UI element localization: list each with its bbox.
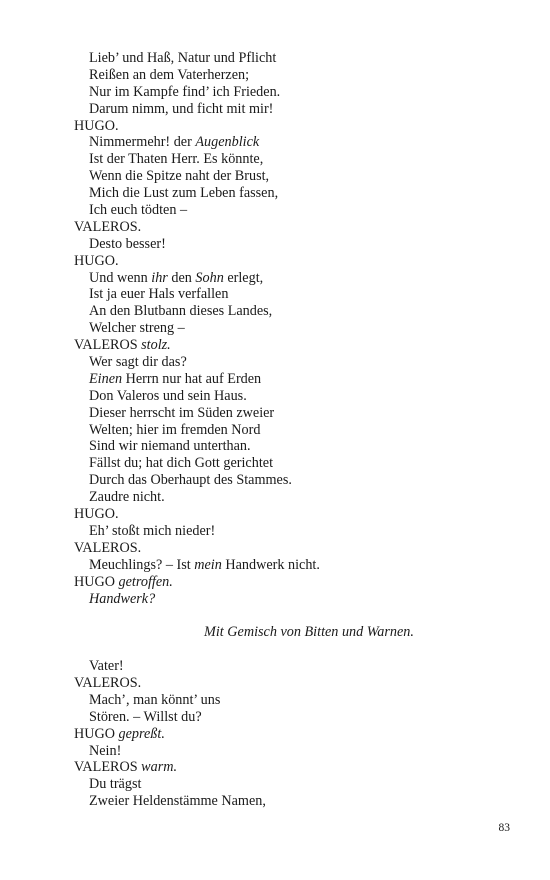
italic-text: getroffen. (118, 573, 173, 590)
verse-line (74, 371, 514, 388)
text-run: Nein! (89, 742, 122, 759)
text-run: VALEROS. (74, 539, 142, 556)
verse-line (74, 202, 514, 219)
text-run: Wer sagt dir das? (89, 354, 187, 371)
text-run: VALEROS. (74, 674, 142, 691)
text-run: Ist der Thaten Herr. Es könnte, (89, 151, 264, 168)
verse-line (74, 591, 514, 608)
speaker-name (74, 118, 514, 135)
text-run: Sind wir niemand unterthan. (89, 438, 251, 455)
speaker-name (74, 675, 514, 692)
verse-line (74, 523, 514, 540)
speaker-name (74, 253, 514, 270)
italic-text: Sohn (195, 269, 224, 286)
verse-line (74, 489, 514, 506)
verse-line (74, 270, 514, 287)
verse-line (74, 320, 514, 337)
italic-text: gepreßt. (118, 725, 165, 742)
text-run: Stören. – Willst du? (89, 708, 202, 725)
text-run: Reißen an dem Vaterherzen; (89, 66, 250, 83)
verse-line (74, 776, 514, 793)
text-run: Zaudre nicht. (89, 489, 165, 506)
verse-line (74, 236, 514, 253)
text-run: Vater! (89, 658, 124, 675)
text-run: VALEROS. (74, 218, 142, 235)
blank-line (74, 641, 514, 658)
text-run: HUGO. (74, 252, 119, 269)
verse-line (74, 168, 514, 185)
verse-line (74, 422, 514, 439)
text-run: Darum nimm, und ficht mit mir! (89, 100, 274, 117)
text-run: HUGO. (74, 117, 119, 134)
verse-line (74, 557, 514, 574)
text-run: Nimmermehr! der (89, 134, 196, 151)
verse-line (74, 472, 514, 489)
italic-text: Mit Gemisch von Bitten und Warnen. (204, 624, 414, 641)
italic-text: Augenblick (195, 134, 260, 151)
verse-line (74, 743, 514, 760)
speaker-name (74, 759, 514, 776)
verse-line (74, 354, 514, 371)
stage-direction (74, 624, 514, 641)
speaker-name (74, 219, 514, 236)
verse-line (74, 658, 514, 675)
text-run: erlegt, (223, 269, 264, 286)
verse-line (74, 84, 514, 101)
play-text (74, 50, 514, 810)
verse-line (74, 101, 514, 118)
text-run: VALEROS (74, 759, 142, 776)
italic-text: Einen (89, 370, 123, 387)
verse-line (74, 303, 514, 320)
italic-text: Handwerk? (89, 590, 156, 607)
verse-line (74, 286, 514, 303)
italic-text: warm. (141, 759, 178, 776)
text-run: Mich die Lust zum Leben fassen, (89, 185, 279, 202)
text-run: HUGO (74, 725, 119, 742)
text-run: VALEROS (74, 337, 142, 354)
text-run: Welten; hier im fremden Nord (89, 421, 261, 438)
text-run: Lieb’ und Haß, Natur und Pflicht (89, 50, 277, 66)
text-run: Ich euch tödten – (89, 202, 188, 219)
italic-text: stolz. (141, 337, 171, 354)
speaker-name (74, 574, 514, 591)
text-run: Nur im Kampfe find’ ich Frieden. (89, 83, 281, 100)
text-run: Zweier Heldenstämme Namen, (89, 793, 266, 810)
text-run: Dieser herrscht im Süden zweier (89, 404, 275, 421)
verse-line (74, 151, 514, 168)
italic-text: ihr (151, 269, 168, 286)
text-run: Und wenn (89, 269, 152, 286)
verse-line (74, 134, 514, 151)
text-run: Handwerk nicht. (221, 556, 320, 573)
text-run: Herrn nur hat auf Erden (122, 370, 262, 387)
text-run: An den Blutbann dieses Landes, (89, 303, 273, 320)
text-run: Fällst du; hat dich Gott gerichtet (89, 455, 274, 472)
text-run: Meuchlings? – Ist (89, 556, 195, 573)
verse-line (74, 67, 514, 84)
text-run: den (167, 269, 196, 286)
text-run: Wenn die Spitze naht der Brust, (89, 168, 270, 185)
page-number: 83 (498, 822, 510, 834)
text-run: Eh’ stoßt mich nieder! (89, 522, 216, 539)
speaker-name (74, 506, 514, 523)
verse-line (74, 185, 514, 202)
verse-line (74, 438, 514, 455)
verse-line (74, 793, 514, 810)
speaker-name (74, 540, 514, 557)
speaker-name (74, 337, 514, 354)
verse-line (74, 388, 514, 405)
text-run: Welcher streng – (89, 320, 185, 337)
verse-line (74, 692, 514, 709)
italic-text: mein (194, 556, 222, 573)
speaker-name (74, 726, 514, 743)
text-run: Durch das Oberhaupt des Stammes. (89, 472, 292, 489)
text-run: Desto besser! (89, 235, 166, 252)
verse-line (74, 405, 514, 422)
text-run: Mach’, man könnt’ uns (89, 691, 221, 708)
verse-line (74, 709, 514, 726)
text-run: HUGO (74, 573, 119, 590)
text-run: Ist ja euer Hals verfallen (89, 286, 229, 303)
blank-line (74, 607, 514, 624)
text-run: HUGO. (74, 506, 119, 523)
text-run: Don Valeros und sein Haus. (89, 387, 247, 404)
verse-line (74, 455, 514, 472)
verse-line (74, 50, 514, 67)
text-run: Du trägst (89, 776, 142, 793)
